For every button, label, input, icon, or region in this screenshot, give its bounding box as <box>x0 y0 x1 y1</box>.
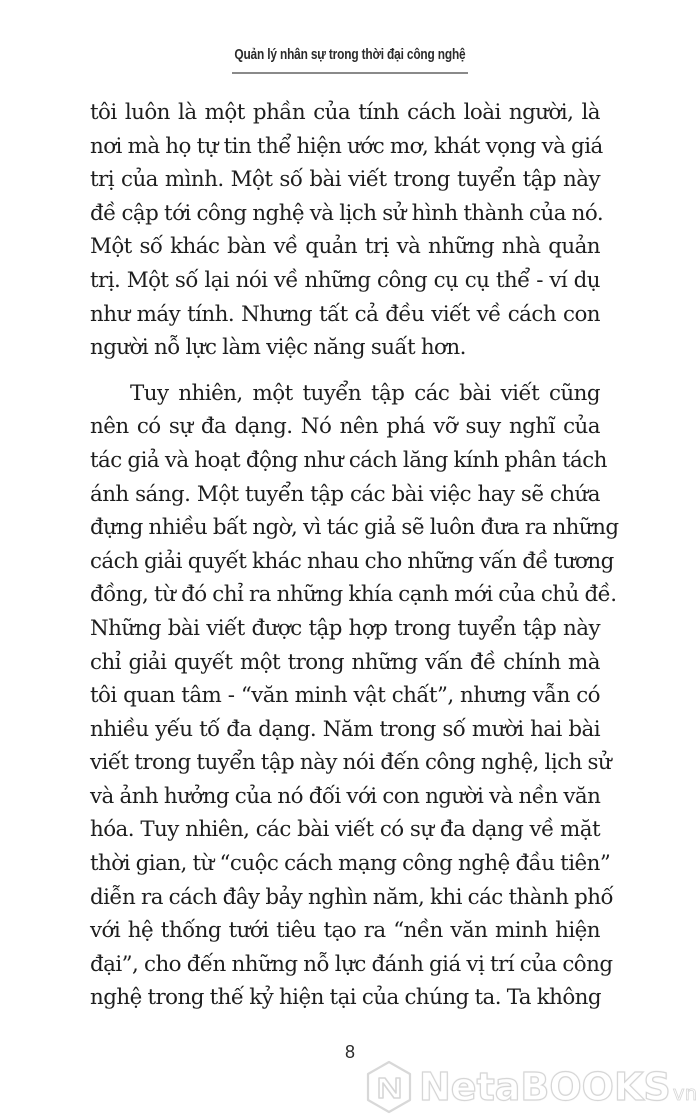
text-line: nơi mà họ tự tin thể hiện ước mơ, khát vọng và giá <box>90 133 603 159</box>
netabooks-logo-icon <box>365 1060 413 1114</box>
text-line: nghệ trong thế kỷ hiện tại của chúng ta. Ta không <box>90 985 602 1011</box>
text-line: và ảnh hưởng của nó đối với con người và nền văn <box>90 783 601 809</box>
body-text <box>90 96 619 1015</box>
text-line: trị của mình. Một số bài viết trong tuyển tập này <box>90 167 600 193</box>
paragraph <box>90 96 604 365</box>
text-line: với hệ thống tưới tiêu tạo ra “nền văn minh hiện <box>90 918 600 944</box>
text-line: Những bài viết được tập hợp trong tuyển tập này <box>90 615 600 641</box>
header-rule <box>232 72 468 74</box>
text-line: người nỗ lực làm việc năng suất hơn. <box>90 335 466 361</box>
watermark <box>365 1058 697 1116</box>
text-line: đề cập tới công nghệ và lịch sử hình thành của nó. <box>90 200 604 226</box>
text-line: tôi luôn là một phần của tính cách loài người, là <box>90 100 600 125</box>
watermark-suffix: vn <box>672 1081 698 1105</box>
text-line: cách giải quyết khác nhau cho những vấn đề tương <box>90 548 614 574</box>
text-line: đựng nhiều bất ngờ, vì tác giả sẽ luôn đưa ra những <box>90 515 619 541</box>
watermark-brand: NetaBOOKS <box>419 1065 671 1109</box>
text-line: trị. Một số lại nói về những công cụ cụ thể - ví dụ <box>90 267 600 293</box>
text-line: nên có sự đa dạng. Nó nên phá vỡ suy nghĩ của <box>90 414 600 440</box>
text-line: như máy tính. Nhưng tất cả đều viết về cách con <box>90 301 600 327</box>
text-line: Một số khác bàn về quản trị và những nhà quản <box>90 234 600 260</box>
text-line: đại”, cho đến những nỗ lực đánh giá vị trí của công <box>90 951 613 977</box>
text-line: chỉ giải quyết một trong những vấn đề chính mà <box>90 649 600 675</box>
text-line: viết trong tuyển tập này nói đến công nghệ, lịch sử <box>90 750 612 776</box>
running-header-title: Quản lý nhân sự trong thời đại công nghệ <box>234 47 466 63</box>
text-line: Tuy nhiên, một tuyển tập các bài viết cũng <box>130 380 600 406</box>
text-line: thời gian, từ “cuộc cách mạng công nghệ đầu tiên” <box>90 851 611 877</box>
text-line: ánh sáng. Một tuyển tập các bài việc hay sẽ chứa <box>90 481 600 507</box>
text-line: đồng, từ đó chỉ ra những khía cạnh mới của chủ đề. <box>90 582 617 608</box>
text-line: tác giả và hoạt động như cách lăng kính phân tách <box>90 447 607 473</box>
text-line: hóa. Tuy nhiên, các bài viết có sự đa dạng về mặt <box>90 817 600 843</box>
paragraph <box>90 377 619 1015</box>
text-line: diễn ra cách đây bảy nghìn năm, khi các thành phố <box>90 884 614 910</box>
running-header <box>0 46 700 64</box>
text-line: tôi quan tâm - “văn minh vật chất”, nhưng vẫn có <box>90 683 600 709</box>
page-number: 8 <box>344 1042 355 1062</box>
text-line: nhiều yếu tố đa dạng. Năm trong số mười hai bài <box>90 716 600 742</box>
